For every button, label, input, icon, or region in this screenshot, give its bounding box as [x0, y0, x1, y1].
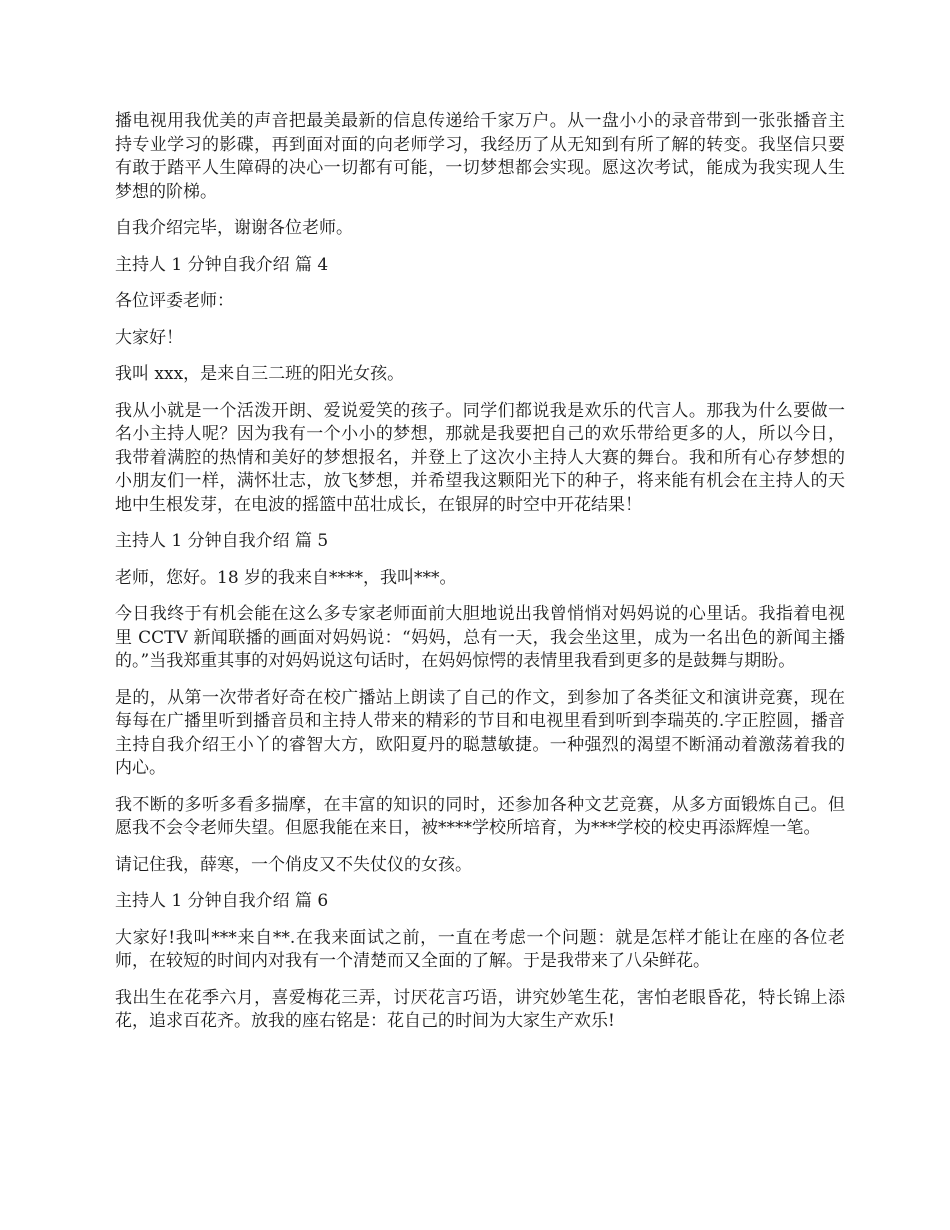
- paragraph: 老师，您好。18 岁的我来自****，我叫***。: [115, 567, 457, 588]
- paragraph: 自我介绍完毕，谢谢各位老师。: [115, 218, 353, 238]
- paragraph: 我不断的多听多看多揣摩，在丰富的知识的同时，还参加各种文艺竞赛，从多方面锻炼自己。但愿我不会令老师失望。但愿我能在来日，被****学校所培育，为***学校的校史再添辉煌一笔。: [115, 794, 845, 838]
- paragraph: 请记住我，薛寒，一个俏皮又不失仗仪的女孩。: [115, 854, 472, 875]
- section-heading: 主持人 1 分钟自我介绍 篇 6: [115, 891, 329, 911]
- paragraph: 我叫 xxx，是来自三二班的阳光女孩。: [115, 364, 405, 384]
- paragraph: 各位评委老师：: [115, 291, 234, 311]
- paragraph: 大家好！: [115, 327, 183, 348]
- section-heading: 主持人 1 分钟自我介绍 篇 5: [115, 531, 329, 551]
- paragraph: 是的，从第一次带者好奇在校广播站上朗读了自己的作文，到参加了各类征文和演讲竞赛，现在每每在广播里听到播音员和主持人带来的精彩的节目和电视里看到听到李瑞英的.字正腔圆，播音主持自我介绍王小丫的睿智大方，欧阳夏丹的聪慧敏捷。一种强烈的渴望不断涌动着激荡着我的内心。: [115, 687, 845, 778]
- section-heading: 主持人 1 分钟自我介绍 篇 4: [115, 254, 329, 275]
- paragraph: 大家好!我叫***来自**.在我来面试之前，一直在考虑一个问题：就是怎样才能让在座的各位老师，在较短的时间内对我有一个清楚而又全面的了解。于是我带来了八朵鲜花。: [115, 927, 845, 971]
- paragraph: 播电视用我优美的声音把最美最新的信息传递给千家万户。从一盘小小的录音带到一张张播音主持专业学习的影碟，再到面对面的向老师学习，我经历了从无知到有所了解的转变。我坚信只要有敢于踏平人生障碍的决心一切都有可能，一切梦想都会实现。愿这次考试，能成为我实现人生梦想的阶梯。: [115, 111, 845, 202]
- document-page: [115, 110, 845, 1047]
- paragraph: 我出生在花季六月，喜爱梅花三弄，讨厌花言巧语，讲究妙笔生花，害怕老眼昏花，特长锦上添花，追求百花齐。放我的座右铭是：花自己的时间为大家生产欢乐!: [115, 987, 845, 1031]
- paragraph: 今日我终于有机会能在这么多专家老师面前大胆地说出我曾悄悄对妈妈说的心里话。我指着电视里 CCTV 新闻联播的画面对妈妈说：“妈妈，总有一天，我会坐这里，成为一名出色的新闻主播的。”当我郑重其事的对妈妈说这句话时，在妈妈惊愕的表情里我看到更多的是鼓舞与期盼。: [115, 604, 845, 671]
- paragraph: 我从小就是一个活泼开朗、爱说爱笑的孩子。同学们都说我是欢乐的代言人。那我为什么要做一名小主持人呢？因为我有一个小小的梦想，那就是我要把自己的欢乐带给更多的人，所以今日，我带着满腔的热情和美好的梦想报名，并登上了这次小主持人大赛的舞台。我和所有心存梦想的小朋友们一样，满怀壮志，放飞梦想，并希望我这颗阳光下的种子，将来能有机会在主持人的天地中生根发芽，在电波的摇篮中茁壮成长，在银屏的时空中开花结果！: [115, 400, 845, 515]
